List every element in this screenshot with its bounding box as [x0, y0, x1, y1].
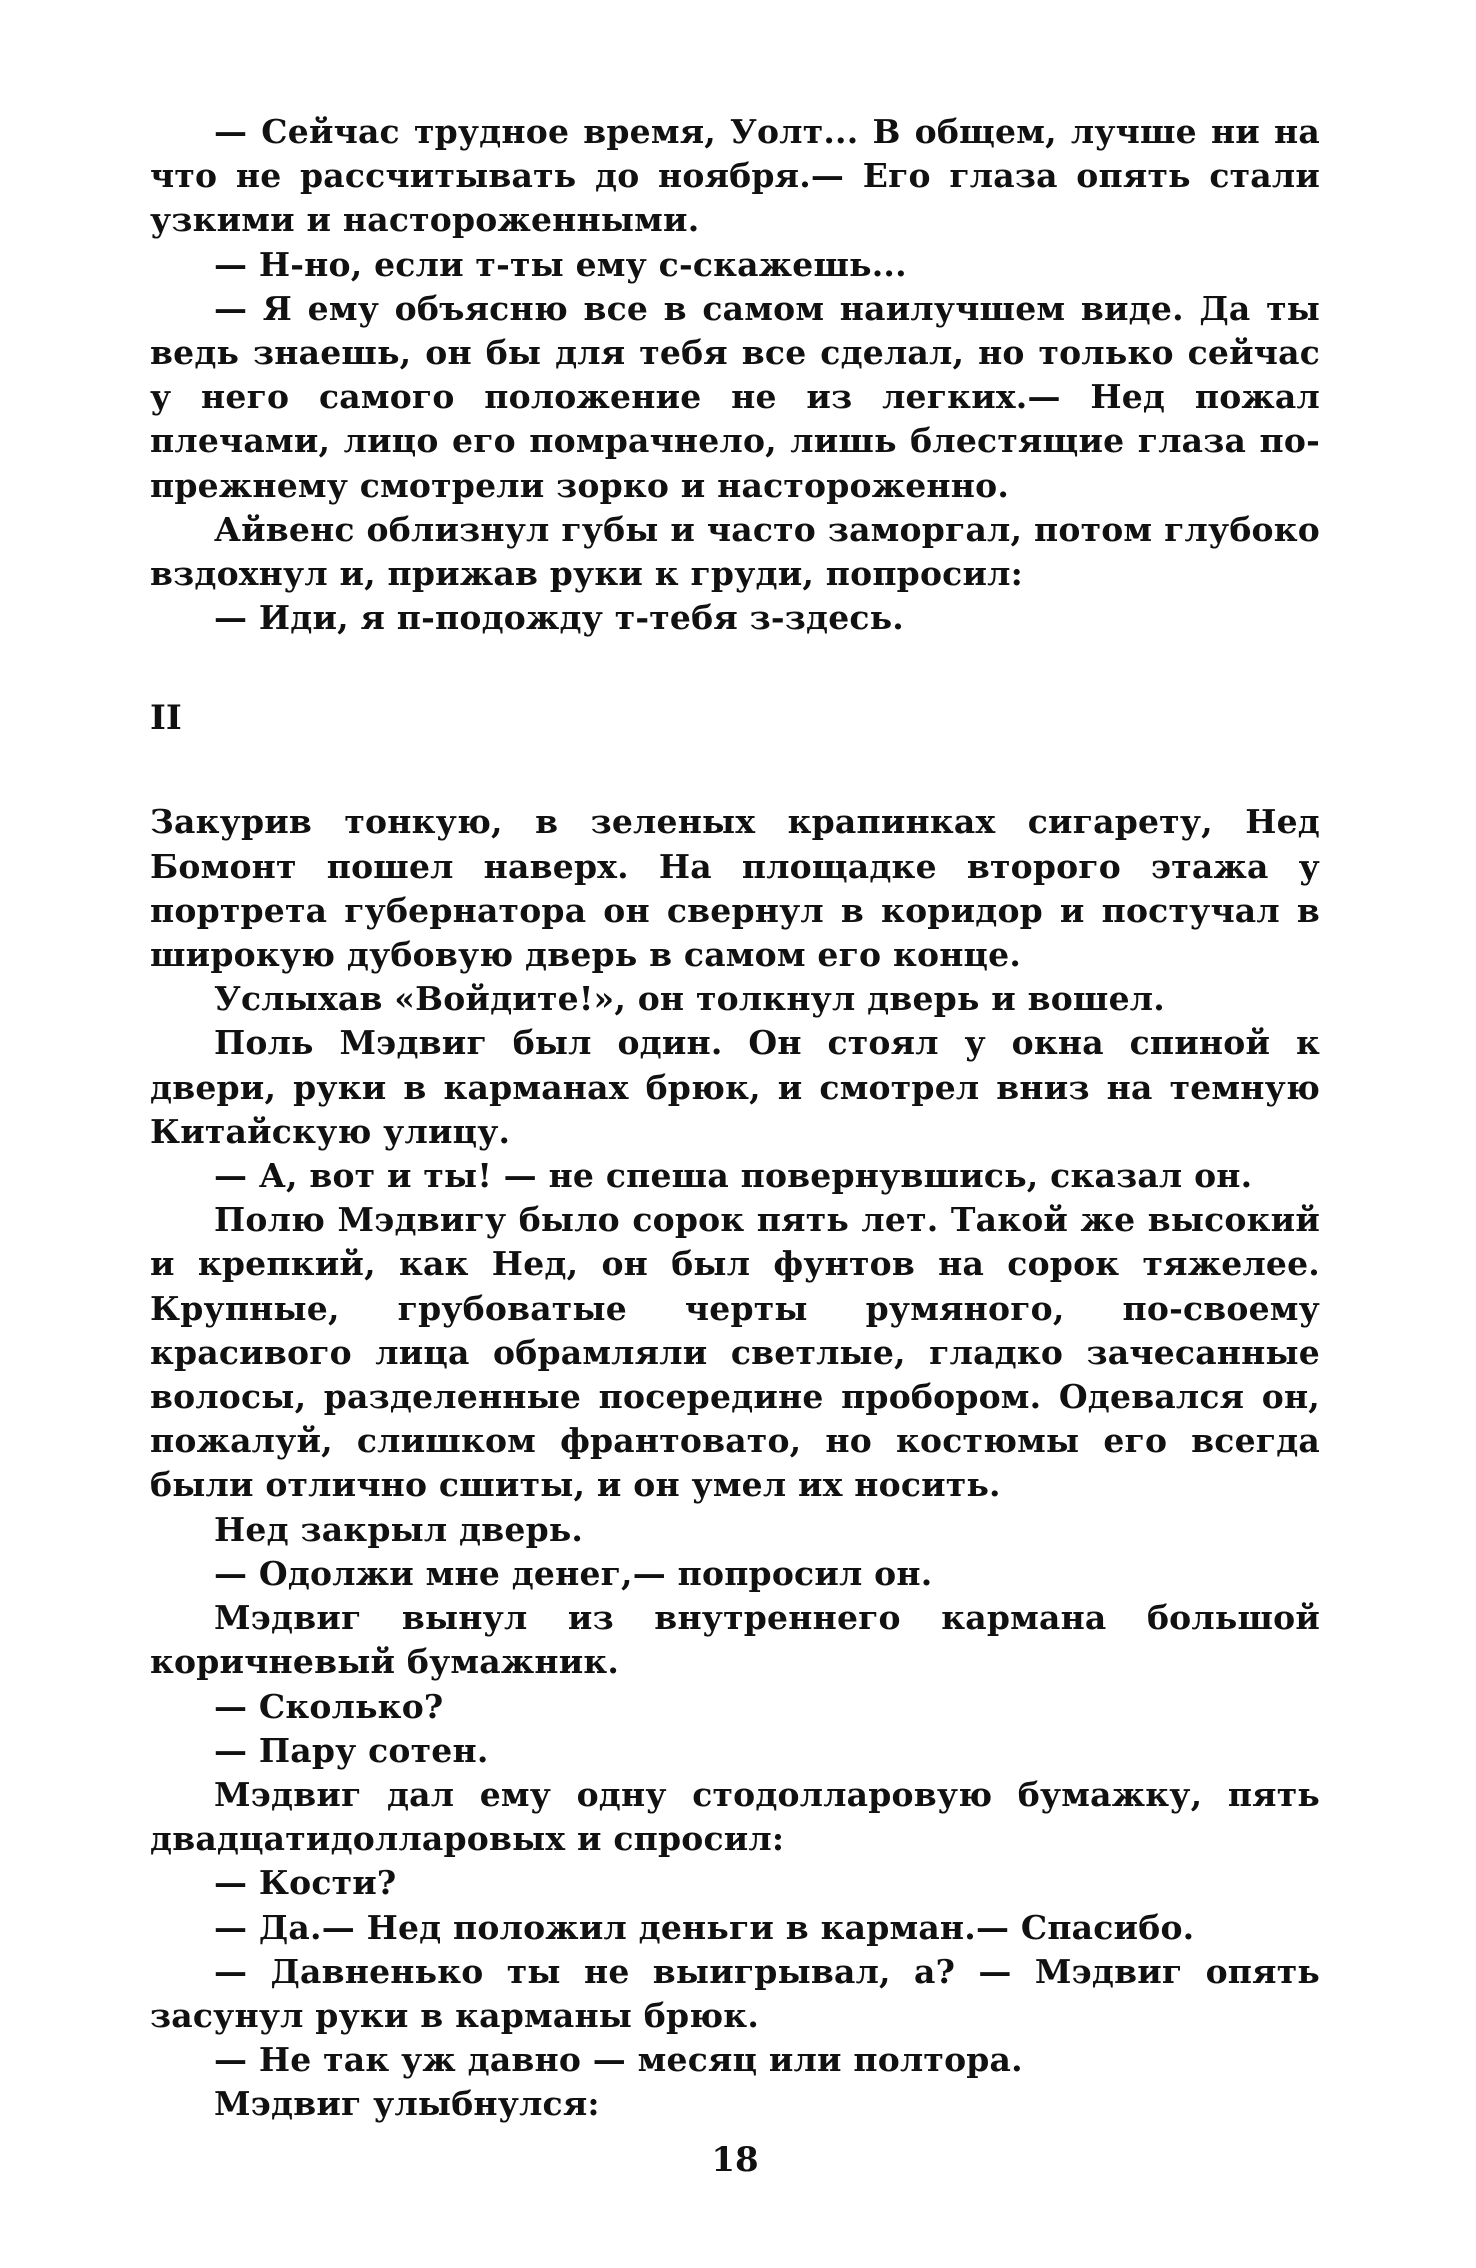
paragraph: Поль Мэдвиг был один. Он стоял у окна спиной к двери, руки в карманах брюк, и смотрел вниз на темную Китайскую улицу.	[150, 1023, 1320, 1151]
paragraph: Мэдвиг улыбнулся:	[214, 2084, 600, 2124]
paragraph: — Давненько ты не выигрывал, а? — Мэдвиг опять засунул руки в карманы брюк.	[150, 1951, 1320, 2035]
paragraph: — А, вот и ты! — не спеша повернувшись, сказал он.	[214, 1156, 1253, 1196]
paragraph: — Да.— Нед положил деньги в карман.— Спасибо.	[214, 1907, 1195, 1947]
paragraph: Айвенс облизнул губы и часто заморгал, потом глубоко вздохнул и, прижав руки к груди, попросил:	[150, 509, 1320, 594]
paragraph: — Пару сотен.	[214, 1730, 489, 1770]
paragraph: Мэдвиг дал ему одну стодолларовую бумажку, пять двадцатидолларовых и спросил:	[150, 1774, 1320, 1859]
section-number: II	[150, 698, 182, 739]
book-page	[150, 110, 1320, 2180]
text-block-main	[150, 800, 1320, 2126]
paragraph: — Н-но, если т-ты ему с-скажешь...	[214, 244, 907, 284]
paragraph: — Одолжи мне денег,— попросил он.	[214, 1553, 933, 1593]
page-number: 18	[711, 2140, 759, 2180]
paragraph: — Кости?	[214, 1863, 397, 1903]
paragraph: Нед закрыл дверь.	[214, 1509, 584, 1549]
paragraph: Мэдвиг вынул из внутреннего кармана большой коричневый бумажник.	[150, 1598, 1320, 1682]
paragraph: — Сколько?	[214, 1686, 444, 1726]
paragraph: — Не так уж давно — месяц или полтора.	[214, 2040, 1023, 2080]
paragraph: Услыхав «Войдите!», он толкнул дверь и вошел.	[214, 979, 1165, 1019]
paragraph: — Сейчас трудное время, Уолт... В общем, лучше ни на что не рассчитывать до ноября.— Его глаза опять стали узкими и настороженными.	[150, 112, 1320, 240]
paragraph: Полю Мэдвигу было сорок пять лет. Такой же высокий и крепкий, как Нед, он был фунтов на сорок тяжелее. Крупные, грубоватые черты румяного, по-своему красивого лица обрамляли светлые, гладко зачесанные волосы, разделенные посередине пробором. Одевался он, пожалуй, слишком франтовато, но костюмы его всегда были отлично сшиты, и он умел их носить.	[150, 1200, 1320, 1505]
paragraph: Закурив тонкую, в зеленых крапинках сигарету, Нед Бомонт пошел наверх. На площадке второго этажа у портрета губернатора он свернул в коридор и постучал в широкую дубовую дверь в самом его конце.	[150, 802, 1320, 975]
paragraph: — Я ему объясню все в самом наилучшем виде. Да ты ведь знаешь, он бы для тебя все сделал, но только сейчас у него самого положение не из легких.— Нед пожал плечами, лицо его помрачнело, лишь блестящие глаза по-прежнему смотрели зорко и настороженно.	[150, 288, 1320, 505]
paragraph: — Иди, я п-подожду т-тебя з-здесь.	[214, 598, 904, 638]
text-block-top	[150, 110, 1320, 640]
